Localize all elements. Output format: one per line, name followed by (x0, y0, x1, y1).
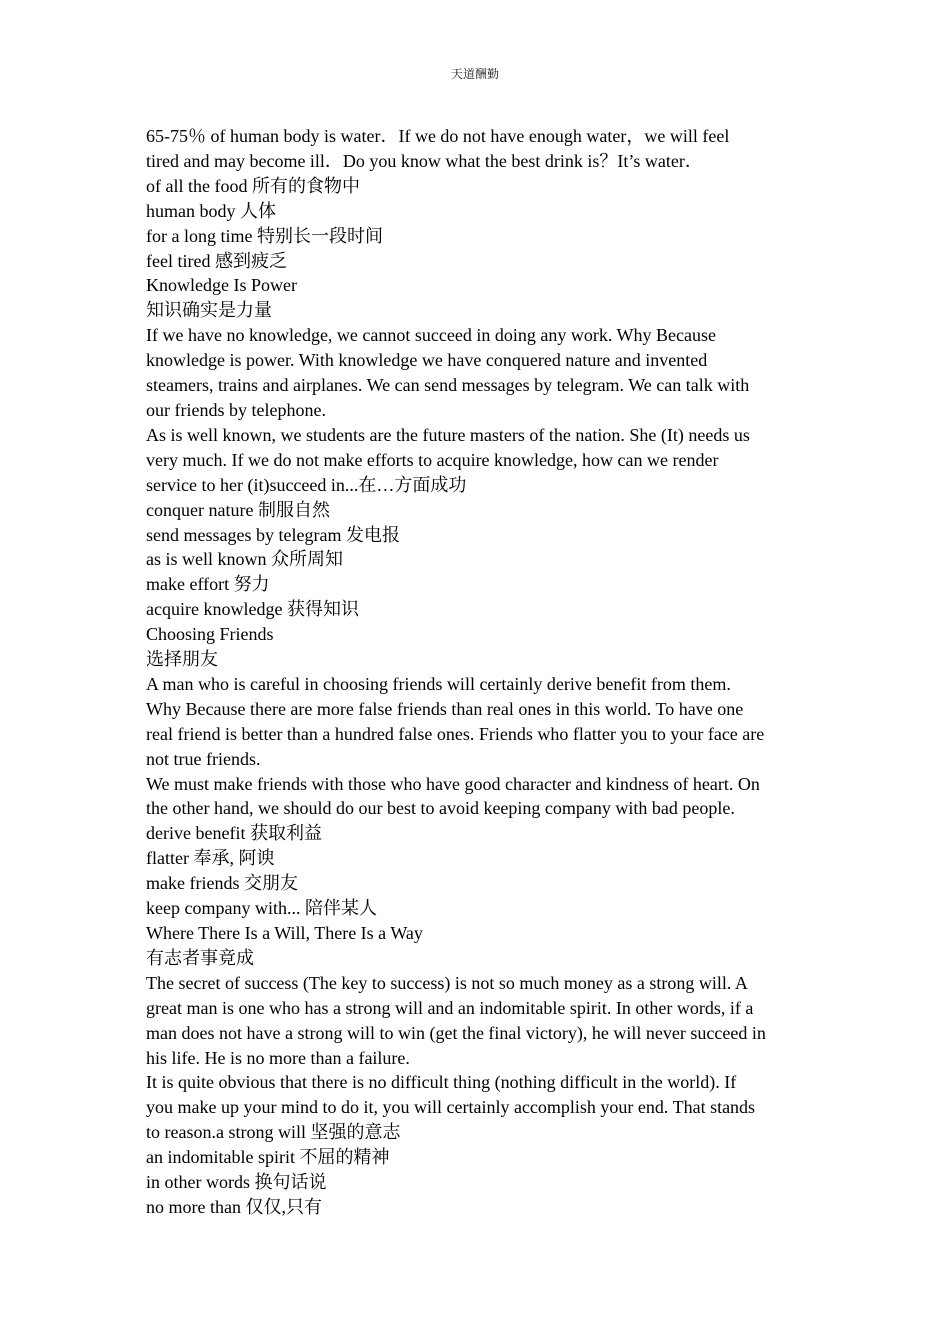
text-line: conquer nature 制服自然 (146, 499, 330, 520)
text-line: in other words 换句话说 (146, 1172, 327, 1193)
text-line: flatter 奉承, 阿谀 (146, 848, 275, 869)
text-line: an indomitable spirit 不屈的精神 (146, 1147, 390, 1168)
text-line: As is well known, we students are the future masters of the nation. She (It) needs us (146, 424, 750, 445)
text-line: We must make friends with those who have good character and kindness of heart. On (146, 773, 760, 794)
text-line: 65-75％ of human body is water．If we do not have enough water，we will feel (146, 126, 730, 146)
text-line: keep company with... 陪伴某人 (146, 898, 377, 919)
text-line: make friends 交朋友 (146, 873, 298, 894)
text-line: A man who is careful in choosing friends will certainly derive benefit from them. (146, 673, 731, 694)
text-line: you make up your mind to do it, you will certainly accomplish your end. That stands (146, 1097, 756, 1118)
text-line: tired and may become ill．Do you know what the best drink is？It’s water． (146, 150, 703, 171)
section-title-chinese: 有志者事竟成 (146, 947, 254, 968)
text-line: service to her (it)succeed in...在…方面成功 (146, 474, 467, 495)
text-line: feel tired 感到疲乏 (146, 250, 287, 271)
text-line: knowledge is power. With knowledge we have conquered nature and invented (146, 350, 708, 371)
page-header: 天道酬勤 (450, 67, 499, 81)
text-line: make effort 努力 (146, 574, 270, 595)
text-line: acquire knowledge 获得知识 (146, 599, 359, 620)
text-line: It is quite obvious that there is no difficult thing (nothing difficult in the world). If (146, 1072, 737, 1093)
text-line: of all the food 所有的食物中 (146, 175, 360, 196)
text-line: human body 人体 (146, 200, 276, 221)
text-line: send messages by telegram 发电报 (146, 524, 400, 545)
text-line: great man is one who has a strong will and an indomitable spirit. In other words, if a (146, 997, 754, 1018)
text-line: his life. He is no more than a failure. (146, 1047, 410, 1068)
text-line: The secret of success (The key to success) is not so much money as a strong will. A (146, 972, 748, 993)
section-title: Knowledge Is Power (146, 275, 297, 296)
section-title-chinese: 选择朋友 (146, 649, 218, 670)
text-line: If we have no knowledge, we cannot succeed in doing any work. Why Because (146, 325, 716, 346)
text-line: man does not have a strong will to win (get the final victory), he will never succeed in (146, 1022, 766, 1043)
section-title-chinese: 知识确实是力量 (146, 300, 272, 321)
text-line: the other hand, we should do our best to avoid keeping company with bad people. (146, 798, 735, 819)
text-line: steamers, trains and airplanes. We can send messages by telegram. We can talk with (146, 375, 750, 396)
text-line: for a long time 特别长一段时间 (146, 225, 383, 246)
text-line: derive benefit 获取利益 (146, 823, 322, 844)
text-line: our friends by telephone. (146, 399, 326, 420)
text-line: very much. If we do not make efforts to acquire knowledge, how can we render (146, 449, 719, 470)
section-title: Where There Is a Will, There Is a Way (146, 923, 423, 943)
document-body (146, 124, 814, 1220)
text-line: to reason.a strong will 坚强的意志 (146, 1122, 401, 1143)
section-title: Choosing Friends (146, 624, 274, 645)
text-line: as is well known 众所周知 (146, 549, 343, 570)
text-line: Why Because there are more false friends than real ones in this world. To have one (146, 698, 744, 719)
text-line: real friend is better than a hundred false ones. Friends who flatter you to your face are (146, 723, 765, 744)
text-line: not true friends. (146, 748, 261, 769)
text-line: no more than 仅仅,只有 (146, 1196, 322, 1217)
